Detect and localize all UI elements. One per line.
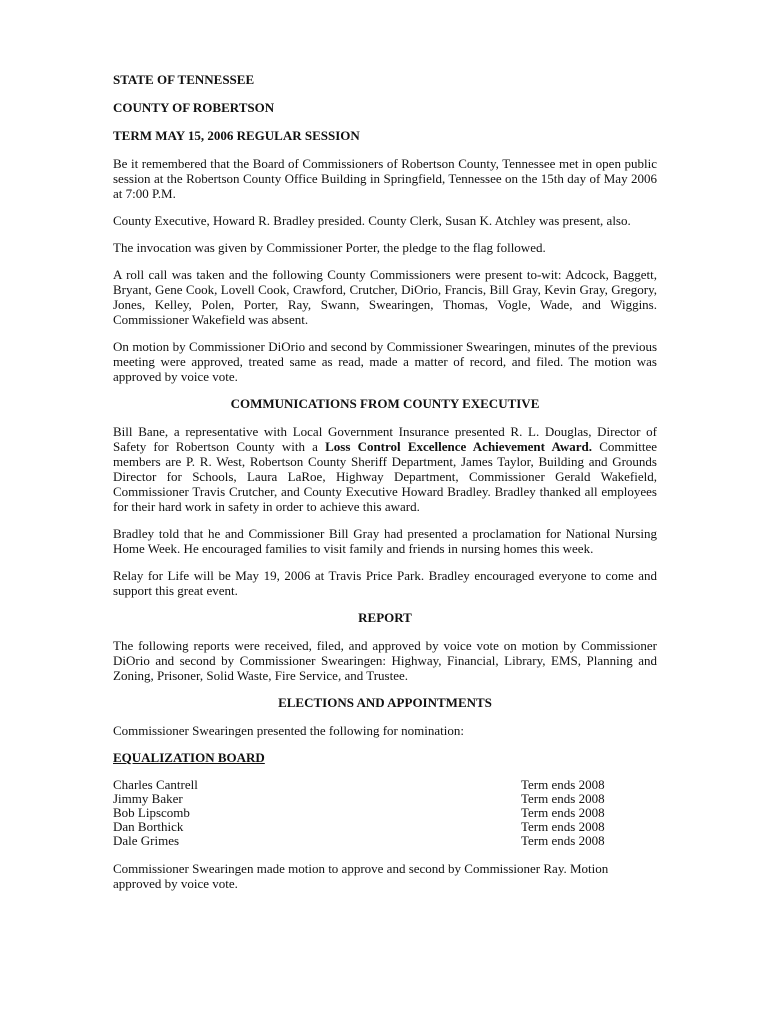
nominee-row <box>113 778 619 792</box>
nominee-name: Dale Grimes <box>113 833 180 848</box>
award-text-start: Bill Bane, a representative with Local Government Insurance presented R. L. Douglas, Director of Safety for Robertson County with a <box>113 424 657 454</box>
nominee-name: Charles Cantrell <box>113 777 198 792</box>
nominee-term: Term ends 2008 <box>521 805 605 820</box>
award-paragraph <box>113 424 657 514</box>
invocation-paragraph: The invocation was given by Commissioner Porter, the pledge to the flag followed. <box>113 240 546 255</box>
document-page <box>113 72 657 903</box>
equalization-board-title: EQUALIZATION BOARD <box>113 750 265 765</box>
roll-call-paragraph: A roll call was taken and the following County Commissioners were present to-wit: Adcock, Baggett, Bryant, Gene Cook, Lovell Cook, Crawford, Crutcher, DiOrio, Francis, Bill Gray, Kevin Gray, Gregory, Jones, Kelley, Polen, Porter, Ray, Swann, Swearingen, Thomas, Vogle, Wade, and Wiggins. Commissioner Wakefield was absent. <box>113 267 657 327</box>
nominee-name: Jimmy Baker <box>113 791 183 806</box>
nominee-term: Term ends 2008 <box>521 791 605 806</box>
nominee-term: Term ends 2008 <box>521 777 605 792</box>
nomination-intro: Commissioner Swearingen presented the following for nomination: <box>113 723 464 738</box>
nominee-term: Term ends 2008 <box>521 819 605 834</box>
nominee-list <box>113 778 619 848</box>
award-text-end: Committee members are P. R. West, Robertson County Sheriff Department, James Taylor, Building and Grounds Director for Schools, Laura LaRoe, Highway Department, Commissioner Gerald Wakefield, Commissioner Travis Crutcher, and County Executive Howard Bradley. Bradley thanked all employees for their hard work in safety in order to achieve this award. <box>113 439 657 514</box>
nominee-row <box>113 806 619 820</box>
term-heading: TERM MAY 15, 2006 REGULAR SESSION <box>113 128 360 143</box>
relay-paragraph: Relay for Life will be May 19, 2006 at Travis Price Park. Bradley encouraged everyone to come and support this great event. <box>113 568 657 598</box>
nursing-home-paragraph: Bradley told that he and Commissioner Bill Gray had presented a proclamation for National Nursing Home Week. He encouraged families to visit family and friends in nursing homes this week. <box>113 526 657 556</box>
motion-paragraph: Commissioner Swearingen made motion to approve and second by Commissioner Ray. Motion approved by voice vote. <box>113 861 609 891</box>
elections-heading: ELECTIONS AND APPOINTMENTS <box>278 695 492 710</box>
opening-paragraph: Be it remembered that the Board of Commissioners of Robertson County, Tennessee met in open public session at the Robertson County Office Building in Springfield, Tennessee on the 15th day of May 2006 at 7:00 P.M. <box>113 156 657 201</box>
nominee-row <box>113 820 619 834</box>
minutes-paragraph: On motion by Commissioner DiOrio and second by Commissioner Swearingen, minutes of the previous meeting were approved, treated same as read, made a matter of record, and filed. The motion was approved by voice vote. <box>113 339 657 384</box>
nominee-name: Dan Borthick <box>113 819 184 834</box>
report-paragraph: The following reports were received, filed, and approved by voice vote on motion by Commissioner DiOrio and second by Commissioner Swearingen: Highway, Financial, Library, EMS, Planning and Zoning, Prisoner, Solid Waste, Fire Service, and Trustee. <box>113 638 657 683</box>
report-heading: REPORT <box>358 610 412 625</box>
presiding-paragraph: County Executive, Howard R. Bradley presided. County Clerk, Susan K. Atchley was present, also. <box>113 213 631 228</box>
communications-heading: COMMUNICATIONS FROM COUNTY EXECUTIVE <box>230 396 540 411</box>
nominee-row <box>113 834 619 848</box>
nominee-term: Term ends 2008 <box>521 833 605 848</box>
award-name: Loss Control Excellence Achievement Award. <box>325 439 593 454</box>
county-heading: COUNTY OF ROBERTSON <box>113 100 275 115</box>
nominee-name: Bob Lipscomb <box>113 805 190 820</box>
state-heading: STATE OF TENNESSEE <box>113 72 255 87</box>
nominee-row <box>113 792 619 806</box>
